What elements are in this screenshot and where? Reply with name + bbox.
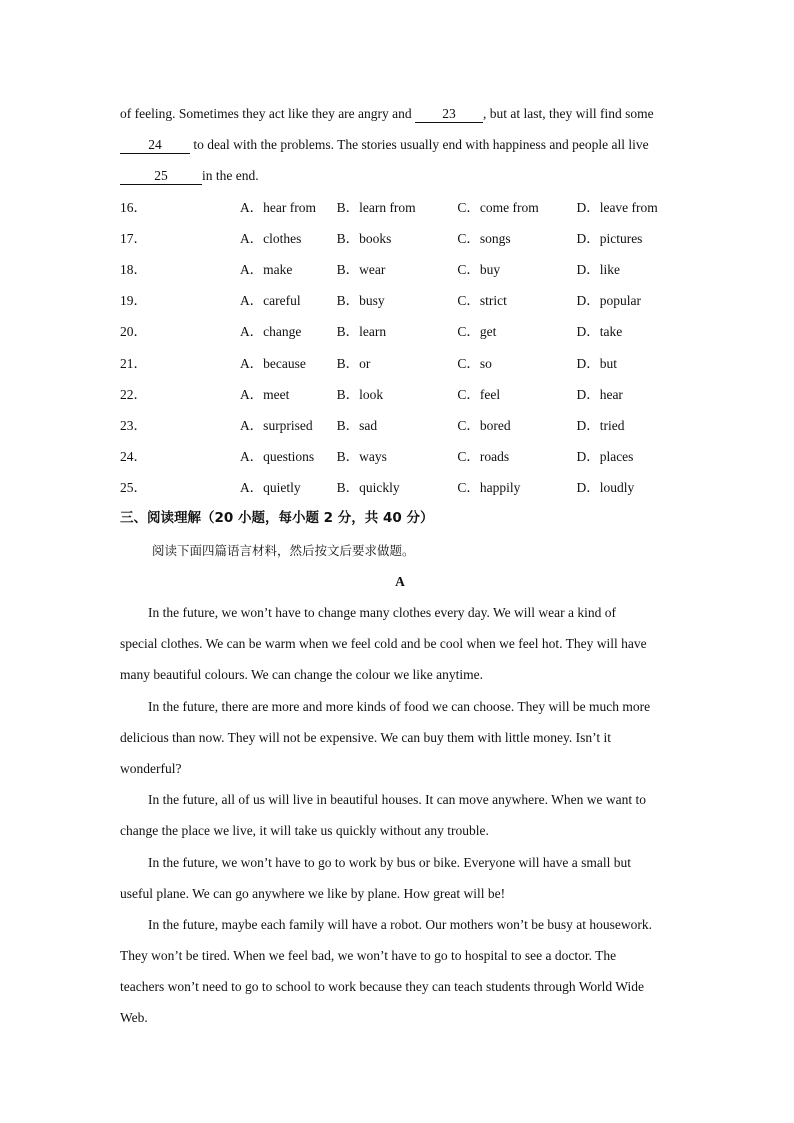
question-number: 18． bbox=[120, 261, 147, 277]
option-a: A．questions bbox=[239, 449, 315, 465]
option-d: D．but bbox=[576, 355, 617, 371]
paragraph bbox=[120, 597, 680, 691]
cloze-text: of feeling. Sometimes they act like they are angry and bbox=[120, 106, 416, 121]
section-instruction: 阅读下面四篇语言材料，然后按文后要求做题。 bbox=[152, 542, 415, 558]
question-number: 23． bbox=[120, 417, 147, 433]
paragraph-line: In the future, there are more and more kinds of food we can choose. They will be much more bbox=[148, 698, 651, 714]
paragraph-line: wonderful? bbox=[120, 760, 182, 776]
paragraph bbox=[120, 691, 680, 785]
option-a: A．change bbox=[239, 324, 302, 340]
paragraph-line: Web. bbox=[120, 1010, 148, 1026]
option-b: B．quickly bbox=[336, 480, 400, 496]
option-row bbox=[120, 223, 680, 254]
paragraph bbox=[120, 847, 680, 909]
option-b: B．wear bbox=[336, 261, 386, 277]
cloze-line-3 bbox=[120, 160, 680, 191]
option-row bbox=[120, 379, 680, 410]
option-row bbox=[120, 192, 680, 223]
option-d: D．hear bbox=[576, 386, 623, 402]
option-c: C．songs bbox=[457, 230, 511, 246]
blank-25: 25 bbox=[120, 168, 202, 185]
option-a: A．clothes bbox=[239, 230, 302, 246]
option-row bbox=[120, 348, 680, 379]
cloze-text: in the end. bbox=[202, 168, 259, 184]
option-row bbox=[120, 254, 680, 285]
option-c: C．buy bbox=[457, 261, 501, 277]
option-row bbox=[120, 441, 680, 472]
option-a: A．hear from bbox=[239, 199, 317, 215]
paragraph-line: In the future, all of us will live in beautiful houses. It can move anywhere. When we want to bbox=[148, 792, 646, 808]
cloze-text: , but at last, they will find some bbox=[483, 106, 654, 121]
paragraph-line: teachers won’t need to go to school to work because they can teach students through World Wide bbox=[120, 979, 644, 995]
option-a: A．make bbox=[239, 261, 293, 277]
option-d: D．loudly bbox=[576, 480, 635, 496]
option-c: C．so bbox=[457, 355, 492, 371]
option-c: C．come from bbox=[457, 199, 539, 215]
option-d: D．pictures bbox=[576, 230, 643, 246]
option-d: D．take bbox=[576, 324, 623, 340]
option-a: A．surprised bbox=[239, 417, 313, 433]
paragraph bbox=[120, 784, 680, 846]
question-number: 17． bbox=[120, 230, 147, 246]
question-number: 19． bbox=[120, 293, 147, 309]
options-list bbox=[120, 192, 680, 504]
option-a: A．because bbox=[239, 355, 306, 371]
exam-page bbox=[120, 98, 680, 1034]
question-number: 22． bbox=[120, 386, 147, 402]
option-row bbox=[120, 472, 680, 503]
option-b: B．ways bbox=[336, 449, 387, 465]
question-number: 20． bbox=[120, 324, 147, 340]
question-number: 25． bbox=[120, 480, 147, 496]
paragraph-line: They won’t be tired. When we feel bad, we won’t have to go to hospital to see a doctor. The bbox=[120, 948, 617, 964]
paragraph bbox=[120, 909, 680, 1034]
option-c: C．happily bbox=[457, 480, 521, 496]
question-number: 24． bbox=[120, 449, 147, 465]
paragraph-line: special clothes. We can be warm when we feel cold and be cool when we feel hot. They will have bbox=[120, 636, 647, 652]
paragraph-line: delicious than now. They will not be expensive. We can buy them with little money. Isn’t it bbox=[120, 729, 611, 745]
option-d: D．places bbox=[576, 449, 634, 465]
question-number: 21． bbox=[120, 355, 147, 371]
paragraph-line: many beautiful colours. We can change the colour we like anytime. bbox=[120, 667, 484, 683]
option-d: D．tried bbox=[576, 417, 625, 433]
option-c: C．get bbox=[457, 324, 497, 340]
option-c: C．feel bbox=[457, 386, 501, 402]
option-b: B．learn bbox=[336, 324, 387, 340]
section-title: 三、阅读理解（20 小题，每小题 2 分，共 40 分） bbox=[120, 510, 434, 527]
option-b: B．busy bbox=[336, 293, 385, 309]
option-d: D．like bbox=[576, 261, 620, 277]
option-b: B．learn from bbox=[336, 199, 416, 215]
option-b: B．or bbox=[336, 355, 371, 371]
paragraph-line: In the future, maybe each family will have a robot. Our mothers won’t be busy at housework. bbox=[148, 916, 652, 932]
option-c: C．bored bbox=[457, 417, 511, 433]
question-number: 16． bbox=[120, 199, 147, 215]
option-b: B．sad bbox=[336, 417, 378, 433]
cloze-line-1 bbox=[120, 98, 680, 129]
paragraph-line: In the future, we won’t have to change many clothes every day. We will wear a kind of bbox=[148, 605, 617, 620]
paragraph-line: In the future, we won’t have to go to work by bus or bike. Everyone will have a small but bbox=[148, 854, 632, 870]
blank-24: 24 bbox=[120, 137, 190, 154]
cloze-text: to deal with the problems. The stories usually end with happiness and people all live bbox=[190, 137, 649, 153]
option-d: D．leave from bbox=[576, 199, 658, 215]
option-c: C．strict bbox=[457, 293, 507, 309]
option-c: C．roads bbox=[457, 449, 510, 465]
passage-label: A bbox=[395, 573, 405, 589]
blank-23: 23 bbox=[415, 106, 483, 123]
option-b: B．books bbox=[336, 230, 392, 246]
paragraph-line: change the place we live, it will take us quickly without any trouble. bbox=[120, 823, 489, 839]
option-a: A．meet bbox=[239, 386, 290, 402]
option-row bbox=[120, 410, 680, 441]
option-row bbox=[120, 285, 680, 316]
option-a: A．careful bbox=[239, 293, 301, 309]
option-row bbox=[120, 316, 680, 347]
passage bbox=[120, 597, 680, 1034]
cloze-line-2 bbox=[120, 129, 680, 160]
option-a: A．quietly bbox=[239, 480, 301, 496]
paragraph-line: useful plane. We can go anywhere we like by plane. How great will be! bbox=[120, 885, 506, 901]
option-d: D．popular bbox=[576, 293, 641, 309]
option-b: B．look bbox=[336, 386, 384, 402]
